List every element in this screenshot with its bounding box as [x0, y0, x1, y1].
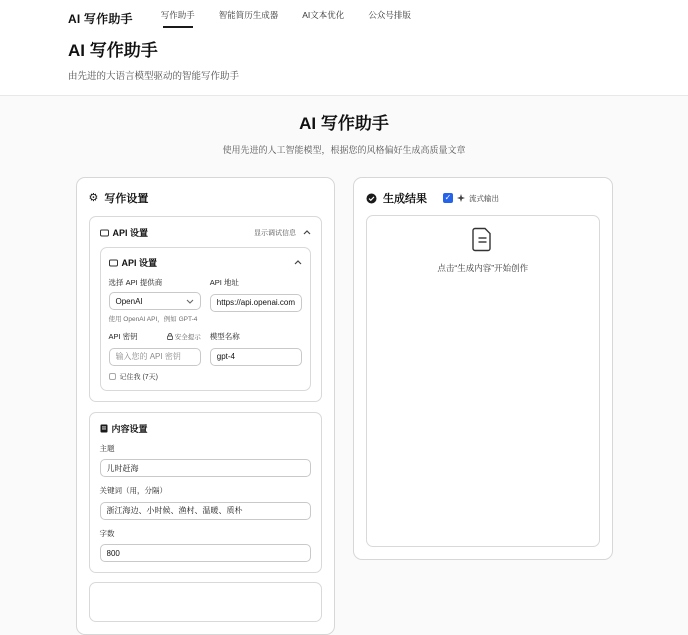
- keywords-field: [100, 485, 312, 520]
- empty-doc-icon: [472, 227, 493, 252]
- stream-label: 流式输出: [469, 193, 499, 203]
- chevron-up-icon[interactable]: [294, 260, 302, 265]
- wordcount-label: 字数: [99, 528, 115, 538]
- nav-item-writing-assistant[interactable]: 写作助手: [161, 9, 195, 28]
- security-hint: 安全提示: [174, 334, 201, 341]
- sparkle-icon: [457, 194, 465, 202]
- nav-item-resume-generator[interactable]: 智能简历生成器: [218, 10, 279, 20]
- panels: [76, 177, 613, 635]
- address-field: [210, 277, 302, 323]
- nav-items: [161, 9, 411, 28]
- provider-help: 使用 OpenAI API，例如 GPT-4: [108, 316, 198, 323]
- result-panel-header: [366, 190, 600, 206]
- model-label: 模型名称: [209, 332, 240, 341]
- topic-input[interactable]: [100, 459, 312, 477]
- lock-icon: [167, 333, 173, 340]
- api-section-title: API 设置: [112, 228, 149, 238]
- result-box: [366, 215, 600, 547]
- result-panel: [353, 177, 613, 560]
- keywords-label: 关键词（用，分隔）: [99, 486, 167, 495]
- provider-field: [109, 277, 201, 323]
- hero-subtitle: 使用先进的人工智能模型，根据您的风格偏好生成高质量文章: [222, 145, 466, 155]
- settings-panel-title: 写作设置: [104, 193, 149, 205]
- remember-row: [109, 372, 201, 382]
- topic-field: [100, 443, 312, 478]
- nav-item-wechat-layout[interactable]: 公众号排版: [368, 10, 411, 20]
- page-title: AI 写作助手: [68, 41, 158, 60]
- hero: [0, 109, 688, 156]
- api-section: [89, 216, 323, 402]
- provider-select[interactable]: [109, 292, 201, 310]
- result-panel-title: 生成结果: [383, 193, 427, 205]
- remember-checkbox[interactable]: [109, 373, 116, 380]
- api-section-head[interactable]: [100, 226, 312, 239]
- key-label-text: API 密钥: [108, 332, 138, 341]
- model-name-input[interactable]: [210, 348, 302, 366]
- api-address-input[interactable]: [210, 294, 302, 312]
- settings-panel-header: [89, 190, 323, 206]
- nav-item-text-optimize[interactable]: AI文本优化: [302, 10, 345, 20]
- page-subtitle: 由先进的大语言模型驱动的智能写作助手: [68, 71, 240, 82]
- provider-label: 选择 API 提供商: [108, 278, 163, 287]
- api-icon: [100, 229, 109, 237]
- wordcount-input[interactable]: [100, 544, 312, 562]
- provider-selected-value: OpenAI: [115, 296, 143, 306]
- api-card-title: API 设置: [121, 258, 158, 268]
- check-circle-icon: [366, 193, 377, 204]
- chevron-up-icon[interactable]: [303, 230, 311, 235]
- model-field: [210, 331, 302, 382]
- api-card-head[interactable]: [109, 256, 303, 269]
- keywords-input[interactable]: [100, 502, 312, 520]
- next-section-card: [89, 582, 323, 622]
- api-key-input[interactable]: [109, 348, 201, 366]
- app-logo: AI 写作助手: [68, 12, 133, 26]
- empty-state-text: 点击“生成内容”开始创作: [437, 263, 529, 273]
- hero-title: AI 写作助手: [299, 114, 389, 133]
- main-content: [0, 96, 688, 635]
- key-label: [109, 331, 201, 342]
- gear-icon: ⚙: [88, 191, 99, 204]
- content-section-title: 内容设置: [111, 423, 148, 434]
- address-label: API 地址: [209, 278, 239, 287]
- key-field: [109, 331, 201, 382]
- key-icon: [109, 259, 118, 267]
- stream-control: [443, 193, 499, 204]
- document-icon: [100, 424, 108, 433]
- topic-label: 主题: [99, 443, 115, 453]
- remember-label: 记住我 (7天): [119, 373, 158, 381]
- content-section: [89, 412, 323, 574]
- settings-panel: [76, 177, 336, 635]
- wordcount-field: [100, 528, 312, 563]
- navbar: [0, 0, 688, 30]
- stream-checkbox[interactable]: ✓: [444, 193, 452, 202]
- content-section-head: [100, 422, 312, 435]
- page-header: [0, 30, 688, 96]
- api-card: [100, 247, 312, 391]
- chevron-down-icon: [186, 299, 194, 304]
- debug-info-link[interactable]: 显示调试信息: [254, 229, 296, 237]
